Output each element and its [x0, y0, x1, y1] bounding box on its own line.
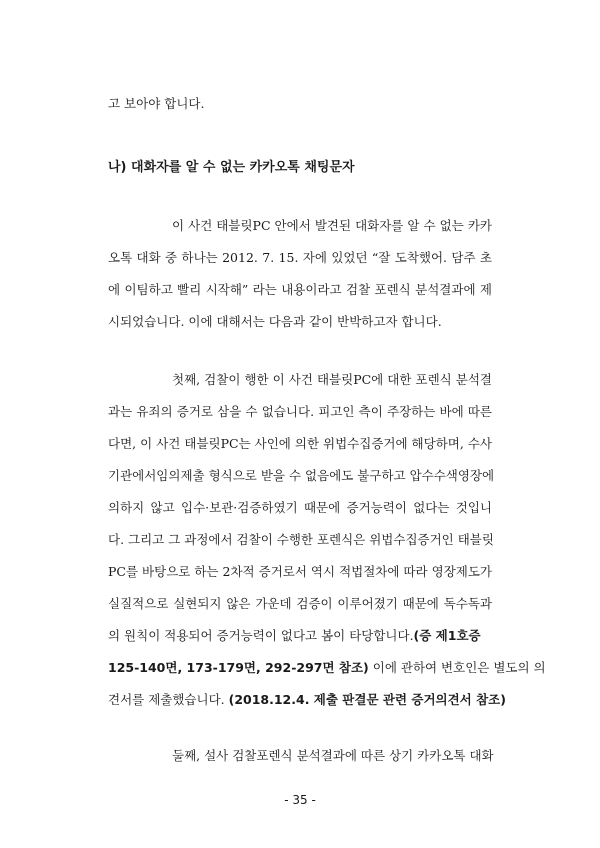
paragraph2-line9 — [108, 628, 492, 644]
evidence-reference-1: (증 제1호증 — [413, 628, 481, 643]
paragraph2-line11 — [108, 692, 506, 708]
paragraph2-line10-rest: 이에 관하여 변호인은 별도의 의 — [368, 660, 546, 675]
evidence-reference-2: 125-140면, 173-179면, 292-297면 참조) — [108, 660, 369, 675]
paragraph2-line7: PC를 바탕으로 하는 2차적 증거로서 역시 적법절차에 따라 영장제도가 — [108, 564, 492, 579]
paragraph2-line9-text: 의 원칙이 적용되어 증거능력이 없다고 봄이 타당합니다. — [108, 628, 414, 643]
paragraph2-line6: 다. 그리고 그 과정에서 검찰이 수행한 포렌식은 위법수집증거인 태블릿 — [108, 532, 494, 547]
paragraph3-line1: 둘째, 설사 검찰포렌식 분석결과에 따른 상기 카카오톡 대화 — [172, 748, 494, 763]
paragraph2-line5: 의하지 않고 입수·보관·검증하였기 때문에 증거능력이 없다는 것입니 — [108, 500, 492, 515]
paragraph1-line4: 시되었습니다. 이에 대해서는 다음과 같이 반박하고자 합니다. — [108, 314, 442, 329]
section-heading: 나) 대화자를 알 수 없는 카카오톡 채팅문자 — [108, 160, 355, 175]
paragraph1-line1: 이 사건 태블릿PC 안에서 발견된 대화자를 알 수 없는 카카 — [172, 218, 492, 233]
paragraph1-line2: 오톡 대화 중 하나는 2012. 7. 15. 자에 있었던 “잘 도착했어. 담주 초 — [108, 250, 492, 265]
paragraph2-line11-start: 견서를 제출했습니다. — [108, 692, 229, 707]
evidence-reference-3: (2018.12.4. 제출 판결문 관련 증거의견서 참조) — [228, 692, 506, 707]
paragraph1-line3: 에 이팀하고 빨리 시작해” 라는 내용이라고 검찰 포렌식 분석결과에 제 — [108, 282, 492, 297]
paragraph2-line1: 첫째, 검찰이 행한 이 사건 태블릿PC에 대한 포렌식 분석결 — [172, 372, 492, 387]
continuation-text: 고 보아야 합니다. — [108, 96, 205, 111]
paragraph2-line3: 다면, 이 사건 태블릿PC는 사인에 의한 위법수집증거에 해당하며, 수사 — [108, 436, 492, 451]
paragraph2-line2: 과는 유죄의 증거로 삼을 수 없습니다. 피고인 측이 주장하는 바에 따른 — [108, 404, 492, 419]
paragraph2-line4: 기관에서임의제출 형식으로 받을 수 없음에도 불구하고 압수수색영장에 — [108, 468, 495, 483]
paragraph2-line10 — [108, 660, 546, 676]
page-number: - 35 - — [284, 793, 316, 807]
paragraph2-line8: 실질적으로 실현되지 않은 가운데 검증이 이루어졌기 때문에 독수독과 — [108, 596, 492, 611]
